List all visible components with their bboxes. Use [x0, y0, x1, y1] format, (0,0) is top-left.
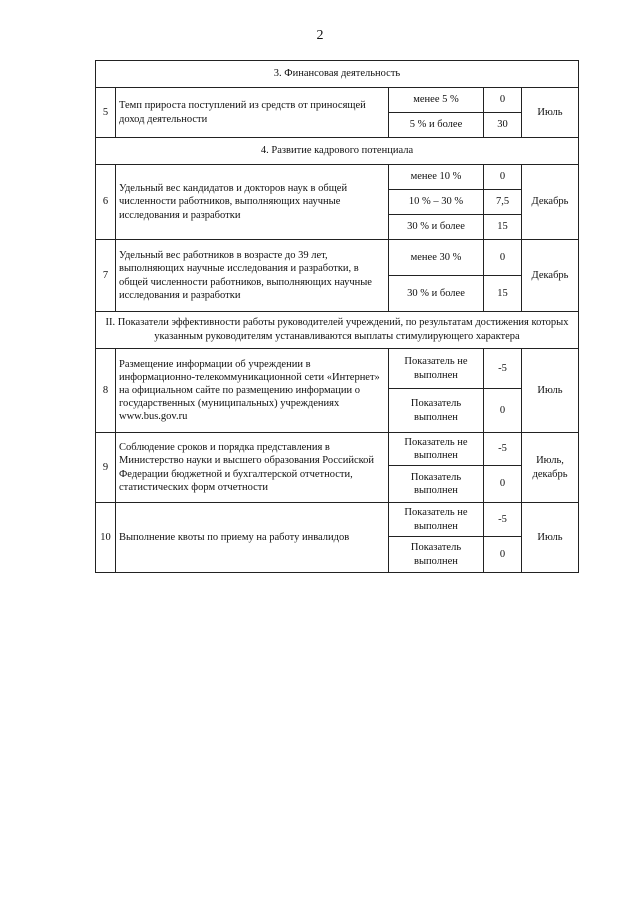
indicators-table	[95, 60, 579, 573]
period-cell: Июль, декабрь	[522, 433, 579, 503]
row-number: 7	[96, 240, 116, 312]
period-cell: Июль	[522, 88, 579, 138]
condition-cell: менее 30 %	[389, 240, 484, 276]
condition-cell: Показатель не выполнен	[389, 503, 484, 537]
condition-cell: Показатель не выполнен	[389, 349, 484, 389]
points-cell: 0	[484, 537, 522, 573]
section-heading-financial: 3. Финансовая деятельность	[96, 61, 579, 88]
condition-cell: Показатель выполнен	[389, 537, 484, 573]
condition-cell: 5 % и более	[389, 113, 484, 138]
points-cell: 0	[484, 389, 522, 433]
criterion-text: Выполнение квоты по приему на работу инвалидов	[116, 503, 389, 573]
row-number: 5	[96, 88, 116, 138]
condition-cell: 10 % – 30 %	[389, 190, 484, 215]
row-number: 9	[96, 433, 116, 503]
criterion-text: Удельный вес работников в возрасте до 39 лет, выполняющих научные исследования и разработки, в общей численности работников, выполняющих научные исследования и разработки	[116, 240, 389, 312]
points-cell: 30	[484, 113, 522, 138]
condition-cell: 30 % и более	[389, 276, 484, 312]
points-cell: -5	[484, 433, 522, 466]
row-number: 6	[96, 165, 116, 240]
row-number: 10	[96, 503, 116, 573]
page-number: 2	[316, 28, 324, 43]
points-cell: 7,5	[484, 190, 522, 215]
points-cell: 0	[484, 88, 522, 113]
period-cell: Декабрь	[522, 240, 579, 312]
condition-cell: менее 5 %	[389, 88, 484, 113]
criterion-text: Соблюдение сроков и порядка представления в Министерство науки и высшего образования Российской Федерации бюджетной и бухгалтерской отчетности, статистических форм отчетности	[116, 433, 389, 503]
condition-cell: Показатель выполнен	[389, 389, 484, 433]
points-cell: -5	[484, 349, 522, 389]
period-cell: Июль	[522, 503, 579, 573]
criterion-text: Размещение информации об учреждении в информационно-телекоммуникационной сети «Интернет» на официальном сайте по размещению информации о государственных (муниципальных) учреждениях www.bus.gov.ru	[116, 349, 389, 433]
criterion-text: Удельный вес кандидатов и докторов наук в общей численности работников, выполняющих научные исследования и разработки	[116, 165, 389, 240]
section-heading-managers: II. Показатели эффективности работы руководителей учреждений, по результатам достижения которых указанным руководителям устанавливаются выплаты стимулирующего характера	[96, 312, 579, 349]
period-cell: Июль	[522, 349, 579, 433]
criterion-text: Темп прироста поступлений из средств от приносящей доход деятельности	[116, 88, 389, 138]
points-cell: 0	[484, 466, 522, 503]
condition-cell: Показатель выполнен	[389, 466, 484, 503]
points-cell: 0	[484, 165, 522, 190]
points-cell: 15	[484, 215, 522, 240]
points-cell: 15	[484, 276, 522, 312]
condition-cell: Показатель не выполнен	[389, 433, 484, 466]
points-cell: -5	[484, 503, 522, 537]
row-number: 8	[96, 349, 116, 433]
section-heading-personnel: 4. Развитие кадрового потенциала	[96, 138, 579, 165]
points-cell: 0	[484, 240, 522, 276]
condition-cell: 30 % и более	[389, 215, 484, 240]
condition-cell: менее 10 %	[389, 165, 484, 190]
period-cell: Декабрь	[522, 165, 579, 240]
